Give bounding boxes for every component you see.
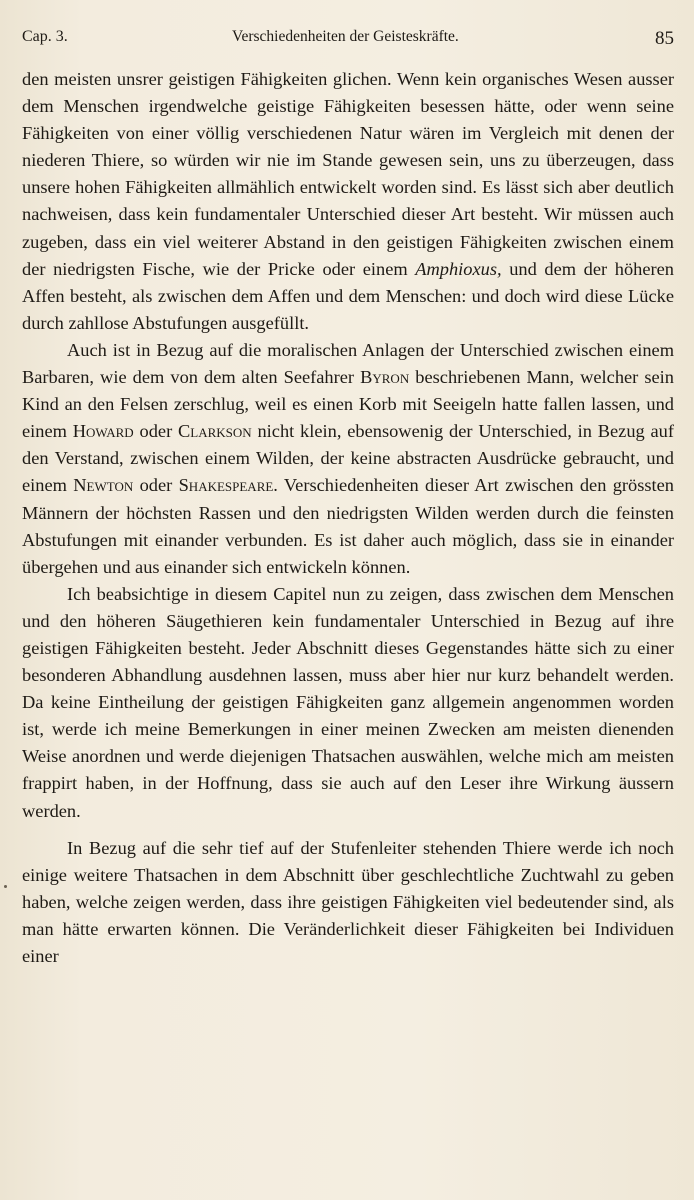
name-byron: Byron [360,367,410,388]
paragraph-2-text-a: Auch ist in Bezug auf die moralischen Anlagen der Unterschied zwischen einem Barbaren, wie dem von dem alten Seefahrer [22,339,674,388]
margin-mark [4,885,7,888]
name-clarkson: Clarkson [178,421,252,442]
paragraph-2 [22,337,674,581]
name-shakespeare: Shakespeare. [178,475,278,496]
body-text [22,66,674,970]
chapter-label: Cap. 3. [22,28,68,45]
paragraph-1-text-b: und dem der höheren Affen besteht, als zwischen dem Affen und dem Menschen: und doch wird diese Lücke durch zahllose Abstufungen ausgefüllt. [22,258,674,333]
page-header [22,26,674,50]
running-title: Verschiedenheiten der Geisteskräfte. [232,28,459,45]
amphioxus-term: Amphioxus, [415,258,502,279]
paragraph-1-text-a: den meisten unsrer geistigen Fähigkeiten glichen. Wenn kein organisches Wesen ausser dem Menschen irgendwelche geistige Fähigkeiten besessen hätte, oder wenn seine Fähigkeiten von einer völlig verschiedenen Natur wären im Vergleich mit denen der niederen Thiere, so würden wir nie im Stande gewesen sein, uns zu überzeugen, dass unsere hohen Fähigkeiten allmählich entwickelt worden sind. Es lässt sich aber deutlich nachweisen, dass kein fundamentaler Unterschied dieser Art besteht. Wir müssen auch zugeben, dass ein viel weiterer Abstand in den geistigen Fähigkeiten zwischen einem der niedrigsten Fische, wie der Pricke oder einem [22,69,674,279]
paragraph-2-text-c: oder [133,421,178,442]
paragraph-2-text-f: Verschiedenheiten dieser Art zwischen den grössten Männern der höchsten Rassen und den niedrigsten Wilden werden durch die feinsten Abstufungen mit einander verbunden. Es ist daher auch möglich, dass sie in einander übergehen und aus einander sich entwickeln können. [22,475,674,577]
page-number: 85 [655,28,674,49]
name-howard: Howard [72,421,134,442]
paragraph-2-text-b: beschriebenen Mann, welcher sein Kind an den Felsen zerschlug, weil es einen Korb mit Seeigeln hatte fallen lassen, und einem [22,367,674,442]
paragraph-2-text-d: nicht klein, ebensowenig der Unterschied, in Bezug auf den Verstand, zwischen einem Wilden, der keine abstracten Ausdrücke gebraucht, und einem [22,421,674,496]
paragraph-4: In Bezug auf die sehr tief auf der Stufenleiter stehenden Thiere werde ich noch einige weitere Thatsachen in dem Abschnitt über geschlechtliche Zuchtwahl zu geben haben, welche zeigen werden, dass ihre geistigen Fähigkeiten viel bedeutender sind, als man hätte erwarten können. Die Veränderlichkeit dieser Fähigkeiten bei Individuen einer [22,837,674,966]
name-newton: Newton [73,475,134,496]
paragraph-1 [22,66,674,337]
paragraph-3: Ich beabsichtige in diesem Capitel nun zu zeigen, dass zwischen dem Menschen und den höheren Säugethieren kein fundamentaler Unterschied in Bezug auf ihre geistigen Fähigkeiten besteht. Jeder Abschnitt dieses Gegenstandes hätte sich zu einer besonderen Abhandlung ausdehnen lassen, muss aber hier nur kurz behandelt werden. Da keine Eintheilung der geistigen Fähigkeiten ganz allgemein angenommen worden ist, werde ich meine Bemerkungen in einer meinen Zwecken am meisten dienenden Weise anordnen und werde diejenigen Thatsachen auswählen, welche mich am meisten frappirt haben, in der Hoffnung, dass sie auch auf den Leser ihre Wirkung äussern werden. [22,583,674,821]
paragraph-2-text-e: oder [133,475,179,496]
